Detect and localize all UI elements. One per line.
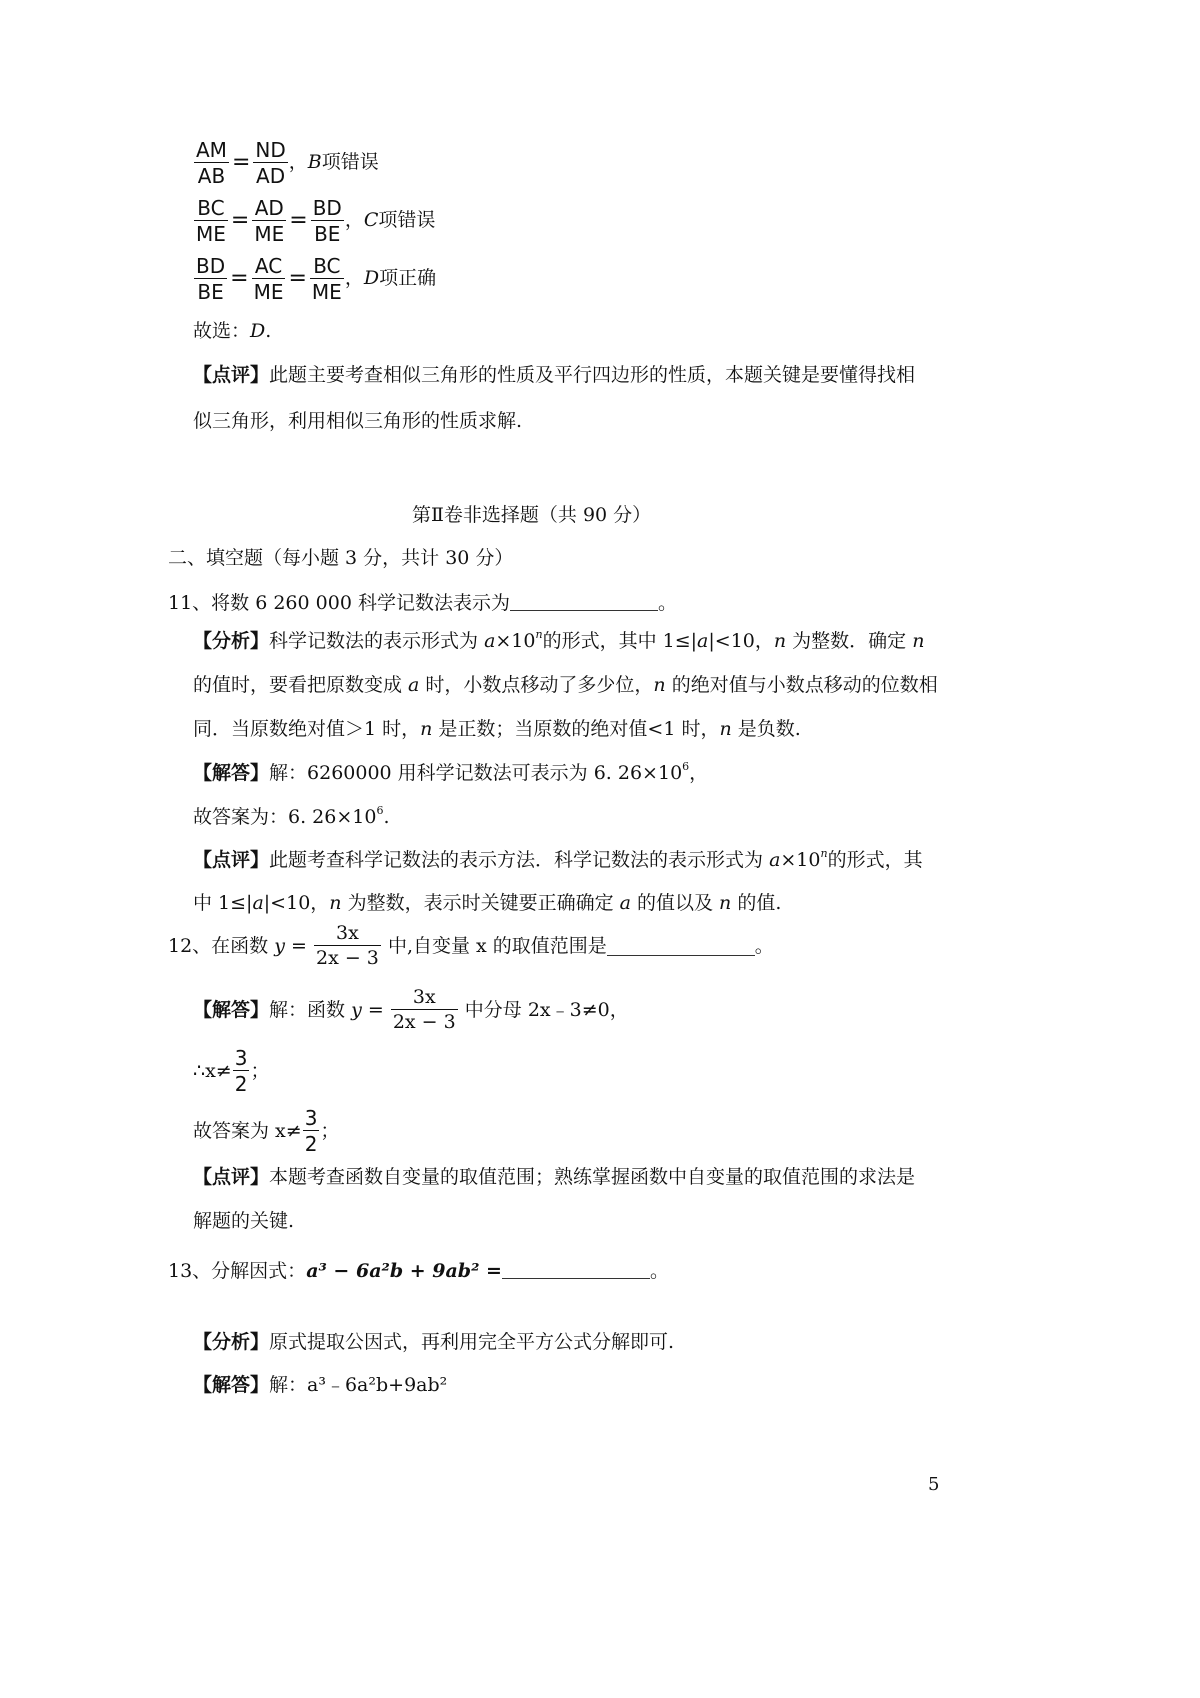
q11-solution: 【解答】解：6260000 用科学记数法可表示为 6. $26\times 10^6$， [193, 760, 709, 784]
ratio-line-b: $\frac{AM}{AB}$ = $\frac{ND}{AD}$ ，B项错误 [196, 138, 379, 188]
q12-comment-line1: 【点评】本题考查函数自变量的取值范围；熟练掌握函数中自变量的取值范围的求法是 [193, 1166, 916, 1188]
q11-comment-line1: 【点评】此题考查科学记数法的表示方法．科学记数法的表示形式为 $a\times 10^n$的形式，其 [193, 847, 923, 871]
fraction: $\frac{3}{2}$ [234, 1046, 248, 1096]
q13-stem: 13、分解因式：a³ − 6a²b + 9ab² = 。 [168, 1260, 669, 1282]
q11-analysis-line1: 【分析】科学记数法的表示形式为 $a\times 10^n$的形式，其中 1≤|a|<10，n 为整数．确定 n [193, 628, 925, 652]
fraction: $\frac{AC}{ME}$ [253, 254, 284, 304]
q11-answer: 故答案为：6. $26\times 10^6$. [193, 804, 390, 828]
function-fraction: $\frac{3x}{2x - 3}$ [315, 922, 379, 969]
fraction: $\frac{BC}{ME}$ [196, 196, 226, 246]
q11-stem: 11、将数 6 260 000 科学记数法表示为 。 [168, 592, 677, 614]
fraction: $\frac{3}{2}$ [304, 1106, 318, 1156]
fraction: $\frac{AD}{ME}$ [254, 196, 285, 246]
section-title: 第Ⅱ卷非选择题（共 90 分） [412, 504, 652, 526]
fraction: $\frac{BD}{BE}$ [196, 254, 226, 304]
q13-analysis: 【分析】原式提取公因式，再利用完全平方公式分解即可. [193, 1331, 675, 1353]
part-title: 二、填空题（每小题 3 分，共计 30 分） [168, 547, 514, 569]
fraction: $\frac{AM}{AB}$ [196, 138, 227, 188]
q12-solution: 【解答】解：函数 y = $\frac{3x}{2x - 3}$ 中分母 2x﹣3≠0， [193, 986, 629, 1033]
comment-10-line1: 【点评】此题主要考查相似三角形的性质及平行四边形的性质，本题关键是要懂得找相 [193, 364, 916, 386]
q12-comment-line2: 解题的关键. [193, 1210, 295, 1232]
answer-blank [502, 1260, 650, 1279]
q11-comment-line2: 中 1≤|a|<10，n 为整数，表示时关键要正确确定 a 的值以及 n 的值. [193, 892, 782, 914]
q11-analysis-line2: 的值时，要看把原数变成 a 时，小数点移动了多少位，n 的绝对值与小数点移动的位数相 [193, 674, 938, 696]
q12-stem: 12、在函数 y = $\frac{3x}{2x - 3}$ 中,自变量 x 的取值范围是 。 [168, 922, 774, 969]
answer-blank [510, 592, 658, 611]
q12-answer: 故答案为 x≠ $\frac{3}{2}$ ； [193, 1106, 340, 1156]
function-fraction: $\frac{3x}{2x - 3}$ [392, 986, 456, 1033]
answer-blank [607, 937, 755, 956]
fraction: $\frac{ND}{AD}$ [255, 138, 286, 188]
q13-solution: 【解答】解：a³﹣6a²b+9ab² [193, 1374, 448, 1396]
ratio-line-d: $\frac{BD}{BE}$ = $\frac{AC}{ME}$ = $\frac{BC}{ME}$ ，D项正确 [196, 254, 437, 304]
comment-10-line2: 似三角形，利用相似三角形的性质求解. [193, 410, 523, 432]
fraction: $\frac{BC}{ME}$ [311, 254, 342, 304]
page-number: 5 [928, 1474, 940, 1495]
q11-analysis-line3: 同．当原数绝对值＞1 时，n 是正数；当原数的绝对值<1 时，n 是负数. [193, 718, 801, 740]
q12-therefore: ∴x≠ $\frac{3}{2}$ ； [193, 1046, 270, 1096]
answer-choice: 故选：D. [193, 320, 272, 342]
fraction: $\frac{BD}{BE}$ [312, 196, 342, 246]
ratio-line-c: $\frac{BC}{ME}$ = $\frac{AD}{ME}$ = $\frac{BD}{BE}$ ，C项错误 [196, 196, 436, 246]
